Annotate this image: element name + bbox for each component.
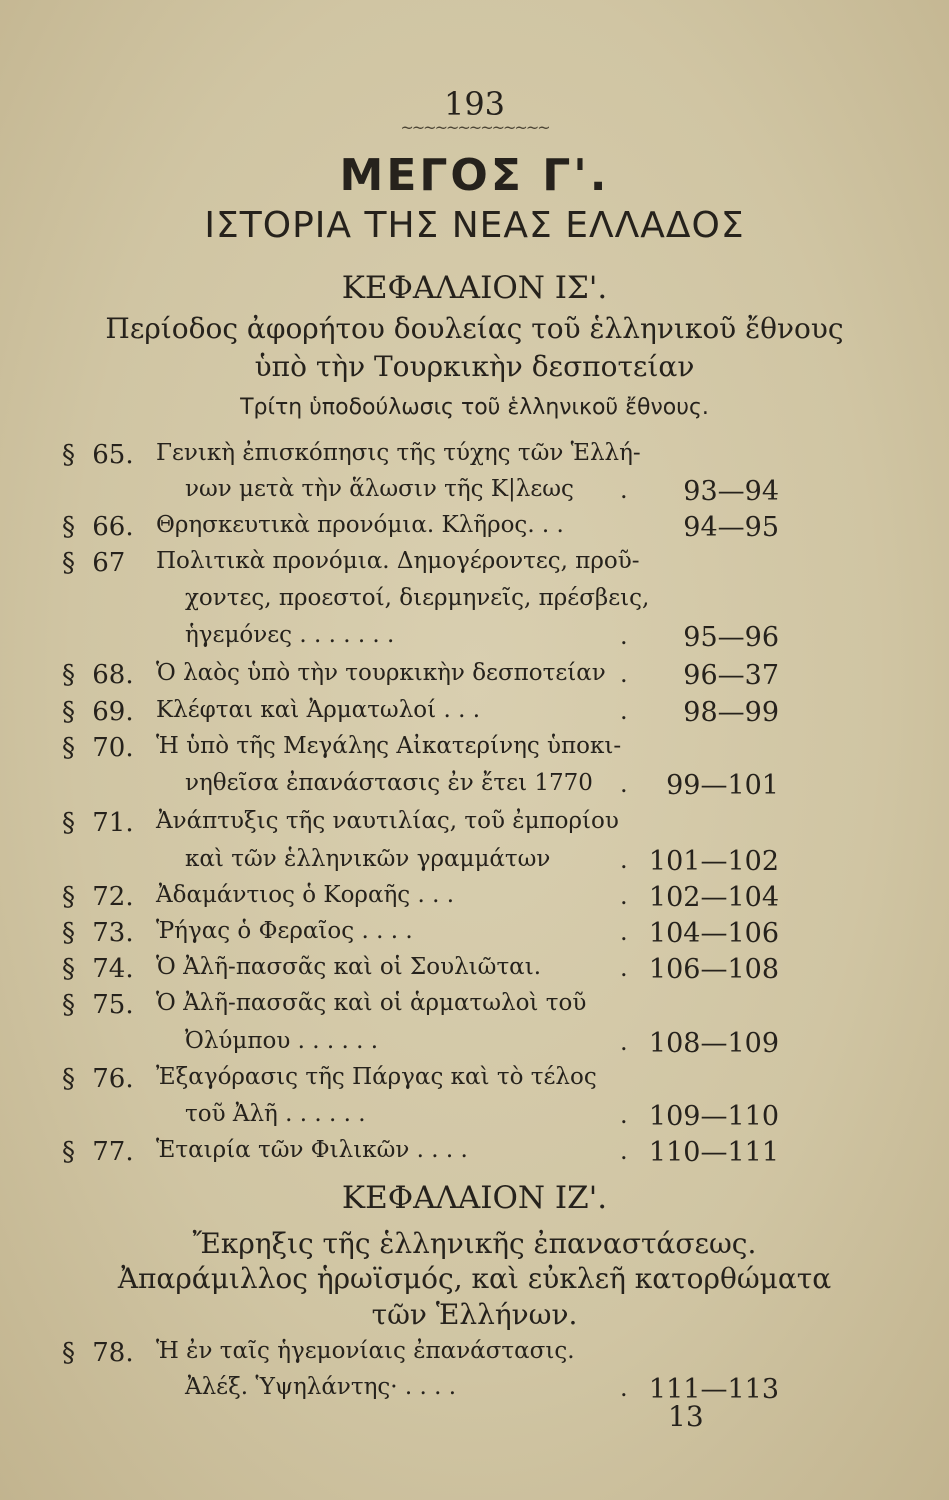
toc-entry [0,733,949,773]
toc-entry-cont: ἡγεμόνες . . . . . . . . 95—96 [185,622,779,653]
entry-title: Ἡ ὑπὸ τῆς Μεγάλης Αἰκατερίνης ὑποκι- [156,733,622,759]
entry-title: νων μετὰ τὴν ἅλωσιν τῆς Κ|λεως [185,476,574,502]
toc-entry [0,808,949,848]
page-range: 93—94 [683,476,779,507]
toc-entry [0,1064,949,1104]
page-range: 96—37 [683,660,779,691]
entry-title: Θρησκευτικὰ προνόμια. Κλῆρος. . . [156,512,564,538]
toc-entry: § 74. Ὁ Ἀλῆ-πασσᾶς καὶ οἱ Σουλιῶται. . 106—108 [62,954,779,985]
toc-entry [0,990,949,1030]
page-range: 106—108 [648,954,779,985]
entry-title: Ὁ Ἀλῆ-πασσᾶς καὶ οἱ Σουλιῶται. [156,954,542,980]
entry-title: Ἐξαγόρασις τῆς Πάργας καὶ τὸ τέλος [156,1064,597,1090]
entry-title: Γενικὴ ἐπισκόπησις τῆς τύχης τῶν Ἑλλή- [156,440,641,466]
page-range: 94—95 [683,512,779,543]
toc-entry-cont: νηθεῖσα ἐπανάστασις ἐν ἔτει 1770 . 99—101 [185,770,779,801]
section-number: § 68. [62,660,134,690]
entry-title: Ἀλέξ. Ὑψηλάντης· . . . . [185,1374,457,1400]
toc-entry-cont: τοῦ Ἀλῆ . . . . . . . 109—110 [185,1101,779,1132]
entry-title: Ἑταιρία τῶν Φιλικῶν . . . . [156,1137,468,1163]
entry-title: Ῥήγας ὁ Φεραῖος . . . . [156,918,413,944]
toc-entry [0,548,949,588]
section-number: § 76. [62,1064,134,1094]
entry-title: Ἀνάπτυξις τῆς ναυτιλίας, τοῦ ἐμπορίου [156,808,619,834]
page-range: 99—101 [666,770,779,801]
entry-title: ἡγεμόνες . . . . . . . [185,622,395,648]
page-range: 104—106 [648,918,779,949]
entry-title: Ἀδαμάντιος ὁ Κοραῆς . . . [156,882,455,908]
chapter-subtitle: τῶν Ἑλλήνων. [371,1298,578,1331]
section-number: § 77. [62,1137,134,1167]
toc-entry-cont [0,585,949,625]
chapter-title: ΚΕΦΑΛΑΙΟΝ ΙΖ'. [341,1180,608,1216]
toc-entry-cont: καὶ τῶν ἑλληνικῶν γραμμάτων . 101—102 [185,846,779,877]
chapter-subtitle: Ἀπαράμιλλος ἡρωϊσμός, καὶ εὐκλεῆ κατορθώματα [117,1262,832,1295]
toc-entry [0,512,949,552]
entry-title: Κλέφται καὶ Ἀρματωλοί . . . [156,697,480,723]
entry-title: καὶ τῶν ἑλληνικῶν γραμμάτων [185,846,551,872]
entry-title: Ὁ λαὸς ὑπὸ τὴν τουρκικὴν δεσποτείαν [156,660,606,686]
page-range: 98—99 [683,697,779,728]
entry-title: Πολιτικὰ προνόμια. Δημογέροντες, προῦ- [156,548,640,574]
entry-title: Ὁ Ἀλῆ-πασσᾶς καὶ οἱ ἁρματωλοὶ τοῦ [156,990,587,1016]
section-number: § 71. [62,808,134,838]
toc-entry: § 68. Ὁ λαὸς ὑπὸ τὴν τουρκικὴν δεσποτείαν . 96—37 [62,660,779,691]
toc-entry [0,440,949,480]
section-number: § 65. [62,440,134,470]
entry-title: Ἡ ἐν ταῖς ἡγεμονίαις ἐπανάστασις. [156,1338,575,1364]
part-title: ΜΕΓΟΣ Γ'. [339,150,610,201]
toc-entry: § 72. Ἀδαμάντιος ὁ Κοραῆς . . . . 102—104 [62,882,779,913]
entry-title: τοῦ Ἀλῆ . . . . . . [185,1101,366,1127]
toc-entry-cont: Ὀλύμπου . . . . . . . 108—109 [185,1028,779,1059]
chapter-note: Τρίτη ὑποδούλωσις τοῦ ἑλληνικοῦ ἔθνους. [240,395,709,420]
toc-entry: § 69. Κλέφται καὶ Ἀρματωλοί . . . . 98—99 [62,697,779,728]
chapter-subtitle: Περίοδος ἀφορήτου δουλείας τοῦ ἑλληνικοῦ ἔθνους [105,312,844,345]
section-number: § 66. [62,512,134,542]
section-number: § 78. [62,1338,134,1368]
page-range: 110—111 [648,1137,779,1168]
chapter-subtitle: Ἔκρηξις τῆς ἑλληνικῆς ἐπαναστάσεως. [192,1227,757,1260]
ornament: ~~~~~~~~~~~~~ [400,118,549,137]
section-number: § 75. [62,990,134,1020]
toc-entry: § 77. Ἑταιρία τῶν Φιλικῶν . . . . . 110—111 [62,1137,779,1168]
chapter-title: ΚΕΦΑΛΑΙΟΝ ΙΣ'. [341,270,608,306]
page-number: 193 [443,85,506,123]
book-title: ΙΣΤΟΡΙΑ ΤΗΣ ΝΕΑΣ ΕΛΛΑΔΟΣ [204,205,745,246]
entry-title: Ὀλύμπου . . . . . . [185,1028,379,1054]
signature-mark: 13 [668,1400,704,1433]
section-number: § 72. [62,882,134,912]
page-range: 109—110 [648,1101,779,1132]
chapter-subtitle: ὑπὸ τὴν Τουρκικὴν δεσποτείαν [254,350,695,383]
section-number: § 74. [62,954,134,984]
page-range: 111—113 [648,1374,779,1405]
page-range: 101—102 [648,846,779,877]
page-range: 102—104 [648,882,779,913]
page-range: 95—96 [683,622,779,653]
toc-entry-cont: νων μετὰ τὴν ἅλωσιν τῆς Κ|λεως . 93—94 [185,476,779,507]
section-number: § 73. [62,918,134,948]
entry-title: νηθεῖσα ἐπανάστασις ἐν ἔτει 1770 [185,770,593,796]
page-range: 108—109 [648,1028,779,1059]
section-number: § 69. [62,697,134,727]
section-number: § 67 [62,548,126,578]
entry-title: χοντες, προεστοί, διερμηνεῖς, πρέσβεις, [185,585,650,611]
toc-entry [0,1338,949,1378]
toc-entry-cont: Ἀλέξ. Ὑψηλάντης· . . . . . 111—113 [185,1374,779,1405]
section-number: § 70. [62,733,134,763]
toc-entry: § 73. Ῥήγας ὁ Φεραῖος . . . . . 104—106 [62,918,779,949]
